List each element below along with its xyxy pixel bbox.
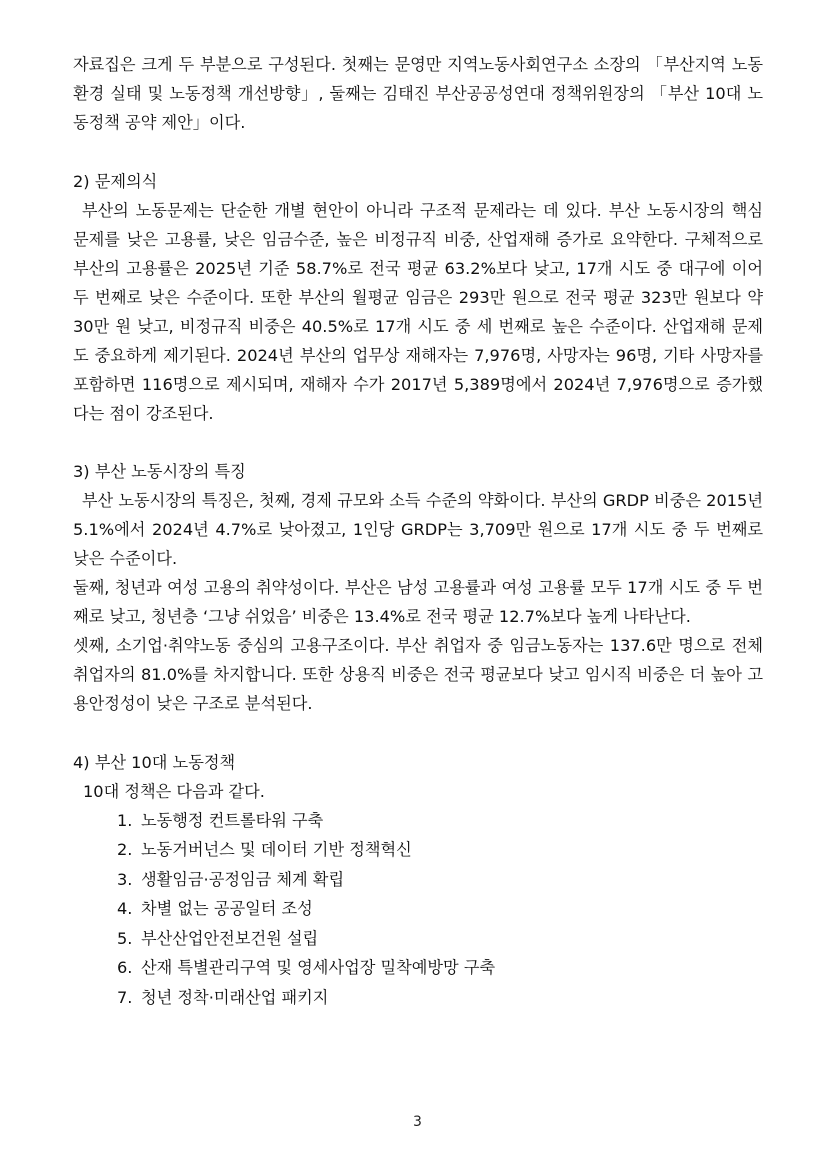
policy-item <box>117 835 763 865</box>
page-number: 3 <box>413 1114 422 1130</box>
policy-item <box>117 924 763 954</box>
policy-item <box>117 983 763 1013</box>
policy-number: 3. <box>117 869 133 889</box>
policy-number: 2. <box>117 840 133 859</box>
policy-text: 청년 정착·미래산업 패키지 <box>141 987 329 1007</box>
section4-heading: 4) 부산 10대 노동정책 <box>73 752 236 772</box>
policy-item <box>117 806 763 836</box>
policy-text: 차별 없는 공공일터 조성 <box>141 899 313 918</box>
policy-text: 생활임금·공정임금 체계 확립 <box>141 869 345 889</box>
policy-text: 노동거버넌스 및 데이터 기반 정책혁신 <box>141 840 412 859</box>
policy-item <box>117 894 763 924</box>
policy-number: 1. <box>117 810 133 830</box>
spacer <box>73 718 763 748</box>
policy-number: 5. <box>117 928 133 948</box>
section3-paragraph-3: 셋째, 소기업·취약노동 중심의 고용구조이다. 부산 취업자 중 임금노동자는 137.6만 명으로 전체 취업자의 81.0%를 차지합니다. 또한 상용직 비중은 전국 평균보다 낮고 임시직 비중은 더 높아 고용안정성이 낮은 구조로 분석된다. <box>73 636 763 713</box>
section3-heading: 3) 부산 노동시장의 특징 <box>73 462 246 481</box>
policy-number: 4. <box>117 899 133 918</box>
policy-number: 7. <box>117 987 133 1007</box>
policy-list <box>73 806 763 1013</box>
section3-paragraph-1: 부산 노동시장의 특징은, 첫째, 경제 규모와 소득 수준의 약화이다. 부산의 GRDP 비중은 2015년 5.1%에서 2024년 4.7%로 낮아졌고, 1인당 GRDP는 3,709만 원으로 17개 시도 중 두 번째로 낮은 수준이다. <box>73 491 763 568</box>
policy-text: 부산산업안전보건원 설립 <box>141 928 319 948</box>
spacer <box>73 137 763 167</box>
section3-paragraph-2: 둘째, 청년과 여성 고용의 취약성이다. 부산은 남성 고용률과 여성 고용률 모두 17개 시도 중 두 번째로 낮고, 청년층 ‘그냥 쉬었음’ 비중은 13.4%로 전국 평균 12.7%보다 높게 나타난다. <box>73 578 763 626</box>
policy-text: 노동행정 컨트롤타워 구축 <box>141 810 324 830</box>
policy-number: 6. <box>117 958 133 977</box>
document-page <box>73 50 763 1012</box>
policy-item <box>117 953 763 983</box>
spacer <box>73 428 763 458</box>
section2-body: 부산의 노동문제는 단순한 개별 현안이 아니라 구조적 문제라는 데 있다. 부산 노동시장의 핵심 문제를 낮은 고용률, 낮은 임금수준, 높은 비정규직 비중, 산업재해 증가로 요약한다. 구체적으로 부산의 고용률은 2025년 기준 58.7%로 전국 평균 63.2%보다 낮고, 17개 시도 중 대구에 이어 두 번째로 낮은 수준이다. 또한 부산의 월평균 임금은 293만 원으로 전국 평균 323만 원보다 약 30만 원 낮고, 비정규직 비중은 40.5%로 17개 시도 중 세 번째로 높은 수준이다. 산업재해 문제도 중요하게 제기된다. 2024년 부산의 업무상 재해자는 7,976명, 사망자는 96명, 기타 사망자를 포함하면 116명으로 제시되며, 재해자 수가 2017년 5,389명에서 2024년 7,976명으로 증가했다는 점이 강조된다. <box>73 200 763 423</box>
section2-heading: 2) 문제의식 <box>73 171 158 191</box>
section4-intro: 10대 정책은 다음과 같다. <box>83 781 265 801</box>
policy-item <box>117 865 763 895</box>
intro-paragraph: 자료집은 크게 두 부분으로 구성된다. 첫째는 문영만 지역노동사회연구소 소장의 「부산지역 노동환경 실태 및 노동정책 개선방향」, 둘째는 김태진 부산공공성연대 정책위원장의 「부산 10대 노동정책 공약 제안」이다. <box>73 55 763 132</box>
policy-text: 산재 특별관리구역 및 영세사업장 밀착예방망 구축 <box>141 958 496 977</box>
